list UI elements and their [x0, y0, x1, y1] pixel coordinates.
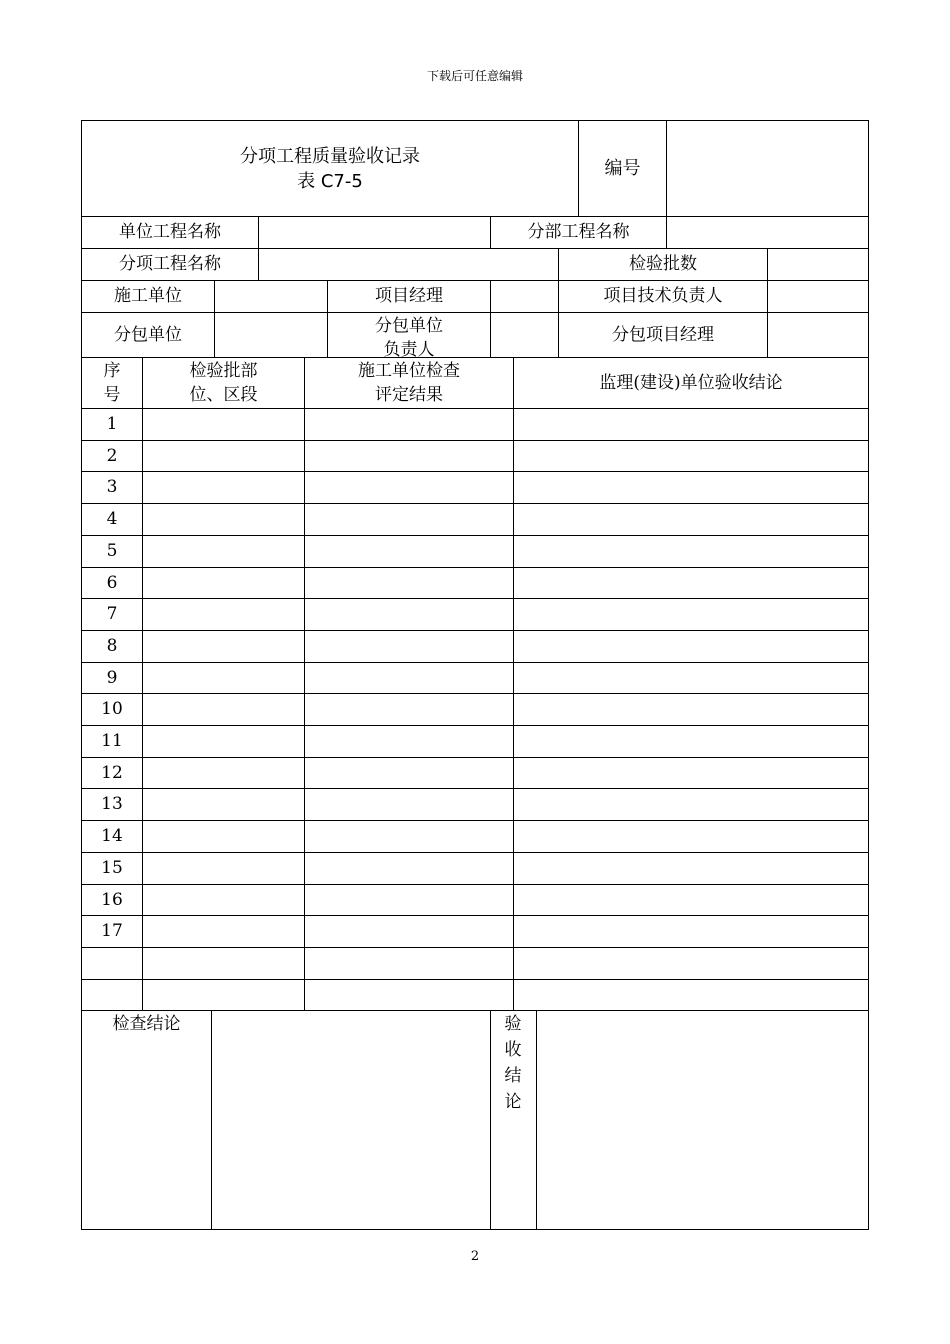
row-number: 17 [101, 921, 123, 942]
inspection-record-form [81, 120, 869, 1230]
row-number: 8 [106, 636, 118, 657]
col-header-seq-1: 序 [103, 361, 121, 381]
col-header-conclusion: 监理(建设)单位验收结论 [599, 372, 783, 393]
acceptance-char-2: 收 [504, 1040, 522, 1060]
acceptance-conclusion-value[interactable] [537, 1011, 868, 1229]
row-number: 16 [101, 890, 123, 911]
sub-item-name-value[interactable] [259, 249, 558, 280]
number-value[interactable] [667, 121, 868, 216]
row-number: 15 [101, 858, 123, 879]
header-note: 下载后可任意编辑 [426, 69, 523, 83]
row-number: 2 [106, 446, 118, 467]
unit-project-name-label: 单位工程名称 [119, 222, 221, 243]
page-number: 2 [470, 1249, 480, 1264]
col-header-seq [82, 358, 142, 408]
form-title: 分项工程质量验收记录 [240, 145, 420, 167]
subcontractor-value[interactable] [215, 313, 327, 357]
subcontractor-lead-value[interactable] [491, 313, 558, 357]
acceptance-char-1: 验 [504, 1014, 522, 1034]
row-number: 12 [101, 763, 123, 784]
technical-lead-value[interactable] [768, 281, 868, 312]
sub-item-name-label: 分项工程名称 [119, 254, 221, 275]
acceptance-char-3: 结 [504, 1066, 522, 1086]
subcontractor-lead-line-2: 负责人 [383, 340, 435, 358]
row-number: 14 [101, 826, 123, 847]
inspection-batch-count-label: 检验批数 [629, 254, 697, 275]
subcontractor-lead-line-1: 分包单位 [375, 316, 443, 336]
col-header-result [305, 358, 513, 408]
acceptance-conclusion-label [498, 1011, 528, 1115]
inspection-batch-count-value[interactable] [768, 249, 868, 280]
col-header-location-1: 检验批部 [189, 361, 258, 381]
row-number: 1 [106, 414, 118, 435]
subcontract-project-manager-value[interactable] [768, 313, 868, 357]
row-number: 13 [101, 794, 123, 815]
col-header-result-1: 施工单位检查 [358, 361, 460, 381]
row-number: 7 [106, 604, 118, 625]
row-number: 10 [101, 699, 123, 720]
subcontractor-lead-label [328, 313, 490, 358]
row-number: 9 [106, 668, 118, 689]
col-header-seq-2: 号 [103, 385, 121, 405]
construction-unit-label: 施工单位 [114, 286, 182, 307]
construction-unit-value[interactable] [215, 281, 327, 312]
col-header-location-2: 位、区段 [189, 385, 258, 405]
number-label: 编号 [604, 157, 641, 179]
sub-division-name-label: 分部工程名称 [527, 222, 630, 243]
row-number: 6 [106, 573, 118, 594]
subcontract-project-manager-label: 分包项目经理 [612, 324, 714, 345]
project-manager-value[interactable] [491, 281, 558, 312]
check-conclusion-label: 检查结论 [112, 1014, 181, 1034]
col-header-location [143, 358, 304, 408]
unit-project-name-value[interactable] [259, 217, 490, 248]
project-manager-label: 项目经理 [375, 286, 443, 307]
row-number: 5 [106, 541, 118, 562]
sub-division-name-value[interactable] [667, 217, 868, 248]
col-header-result-2: 评定结果 [375, 385, 443, 405]
form-title-block [82, 121, 578, 216]
row-number: 11 [101, 731, 123, 752]
subcontractor-label: 分包单位 [114, 324, 182, 345]
acceptance-char-4: 论 [504, 1092, 522, 1112]
check-conclusion-value[interactable] [212, 1011, 490, 1229]
row-number: 3 [106, 477, 118, 498]
form-code: 表 C7-5 [297, 170, 363, 192]
row-number: 4 [106, 509, 118, 530]
technical-lead-label: 项目技术负责人 [603, 286, 723, 307]
